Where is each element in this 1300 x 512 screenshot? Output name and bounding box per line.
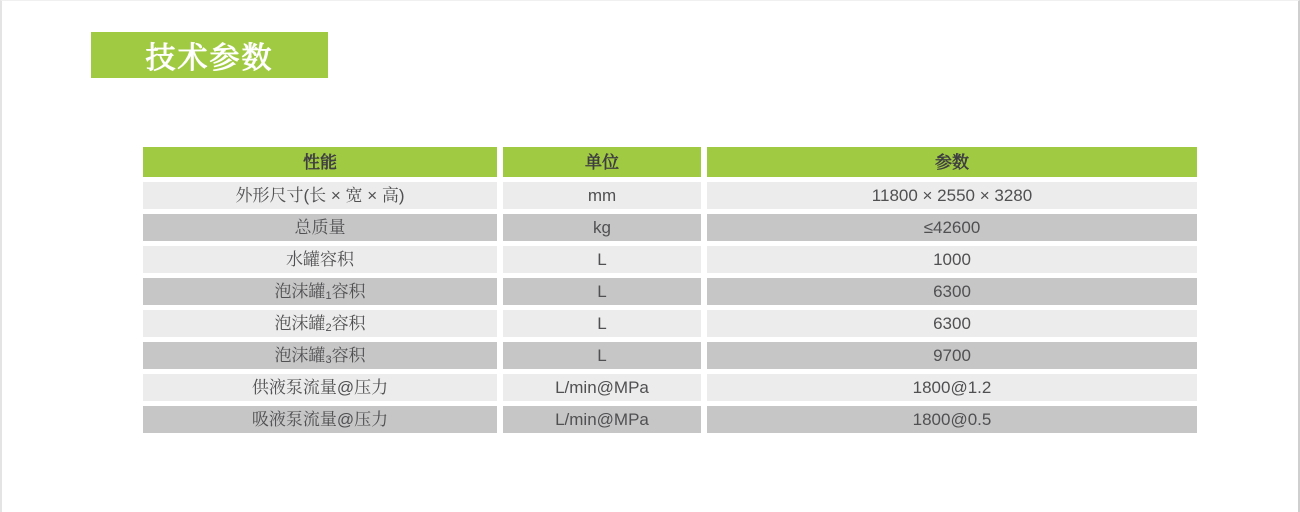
unit-cell: L/min@MPa <box>503 374 701 401</box>
parameter-cell: 1800@0.5 <box>707 406 1197 433</box>
performance-cell: 泡沫罐 $_1$ 容积 <box>143 278 497 305</box>
parameter-cell: 6300 <box>707 278 1197 305</box>
unit-cell: L <box>503 342 701 369</box>
unit-cell: L <box>503 278 701 305</box>
performance-cell: 吸液泵流量@压力 <box>143 406 497 433</box>
parameter-cell: 11800 × 2550 × 3280 <box>707 182 1197 209</box>
parameter-cell: ≤42600 <box>707 214 1197 241</box>
performance-cell: 供液泵流量@压力 <box>143 374 497 401</box>
performance-cell: 外形尺寸(长 × 宽 × 高) <box>143 182 497 209</box>
column-header-parameter: 参数 <box>707 147 1197 177</box>
unit-cell: mm <box>503 182 701 209</box>
parameter-cell: 1000 <box>707 246 1197 273</box>
technical-parameters-table <box>143 147 1197 433</box>
performance-cell: 水罐容积 <box>143 246 497 273</box>
performance-cell: 总质量 <box>143 214 497 241</box>
unit-cell: L <box>503 246 701 273</box>
column-header-performance: 性能 <box>143 147 497 177</box>
performance-cell: 泡沫罐 $_2$ 容积 <box>143 310 497 337</box>
parameter-cell: 6300 <box>707 310 1197 337</box>
unit-cell: L/min@MPa <box>503 406 701 433</box>
section-title-badge <box>91 32 328 78</box>
performance-cell: 泡沫罐 $_3$ 容积 <box>143 342 497 369</box>
unit-cell: kg <box>503 214 701 241</box>
unit-cell: L <box>503 310 701 337</box>
section-title-label: 技术参数 <box>145 42 274 75</box>
parameter-cell: 1800@1.2 <box>707 374 1197 401</box>
column-header-unit: 单位 <box>503 147 701 177</box>
parameter-cell: 9700 <box>707 342 1197 369</box>
